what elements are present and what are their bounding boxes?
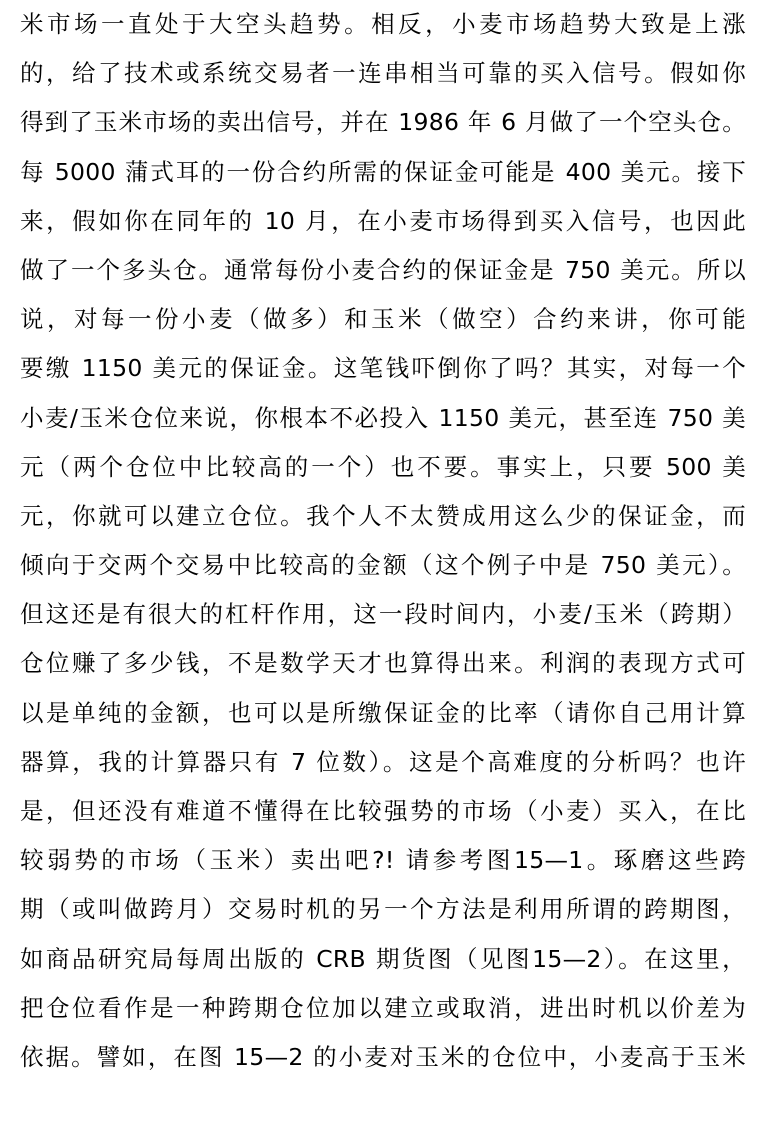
text-line: 倾向于交两个交易中比较高的金额（这个例子中是 750 美元）。 (20, 551, 746, 580)
document-page (20, 0, 746, 1082)
text-line: 得到了玉米市场的卖出信号，并在 1986 年 6 月做了一个空头仓。 (20, 108, 746, 137)
text-line: 每 5000 蒲式耳的一份合约所需的保证金可能是 400 美元。接下 (20, 157, 746, 186)
text-line: 米市场一直处于大空头趋势。相反，小麦市场趋势大致是上涨 (20, 10, 746, 38)
text-line: 仓位赚了多少钱，不是数学天才也算得出来。利润的表现方式可 (20, 649, 746, 678)
text-line: 依据。譬如，在图 15—2 的小麦对玉米的仓位中，小麦高于玉米 (20, 1042, 746, 1071)
text-line: 期（或叫做跨月）交易时机的另一个方法是利用所谓的跨期图， (20, 895, 746, 924)
text-line: 但这还是有很大的杠杆作用，这一段时间内，小麦/玉米（跨期） (20, 600, 746, 629)
text-line: 如商品研究局每周出版的 CRB 期货图（见图15—2）。在这里， (20, 944, 746, 973)
text-line: 器算，我的计算器只有 7 位数）。这是个高难度的分析吗？也许 (20, 747, 746, 776)
text-line: 小麦/玉米仓位来说，你根本不必投入 1150 美元，甚至连 750 美 (20, 403, 746, 432)
text-line: 较弱势的市场（玉米）卖出吧?! 请参考图15—1。琢磨这些跨 (20, 846, 746, 875)
text-line: 以是单纯的金额，也可以是所缴保证金的比率（请你自己用计算 (20, 698, 746, 727)
text-line: 要缴 1150 美元的保证金。这笔钱吓倒你了吗？其实，对每一个 (20, 354, 746, 383)
text-line: 元，你就可以建立仓位。我个人不太赞成用这么少的保证金，而 (20, 501, 746, 530)
text-line: 把仓位看作是一种跨期仓位加以建立或取消，进出时机以价差为 (20, 993, 746, 1022)
text-line: 是，但还没有难道不懂得在比较强势的市场（小麦）买入，在比 (20, 797, 746, 825)
text-line: 做了一个多头仓。通常每份小麦合约的保证金是 750 美元。所以 (20, 255, 746, 284)
text-line: 来，假如你在同年的 10 月，在小麦市场得到买入信号，也因此 (20, 206, 746, 235)
text-line: 元（两个仓位中比较高的一个）也不要。事实上，只要 500 美 (20, 452, 746, 481)
text-line: 的，给了技术或系统交易者一连串相当可靠的买入信号。假如你 (20, 59, 746, 88)
text-line: 说，对每一份小麦（做多）和玉米（做空）合约来讲，你可能 (20, 305, 746, 334)
